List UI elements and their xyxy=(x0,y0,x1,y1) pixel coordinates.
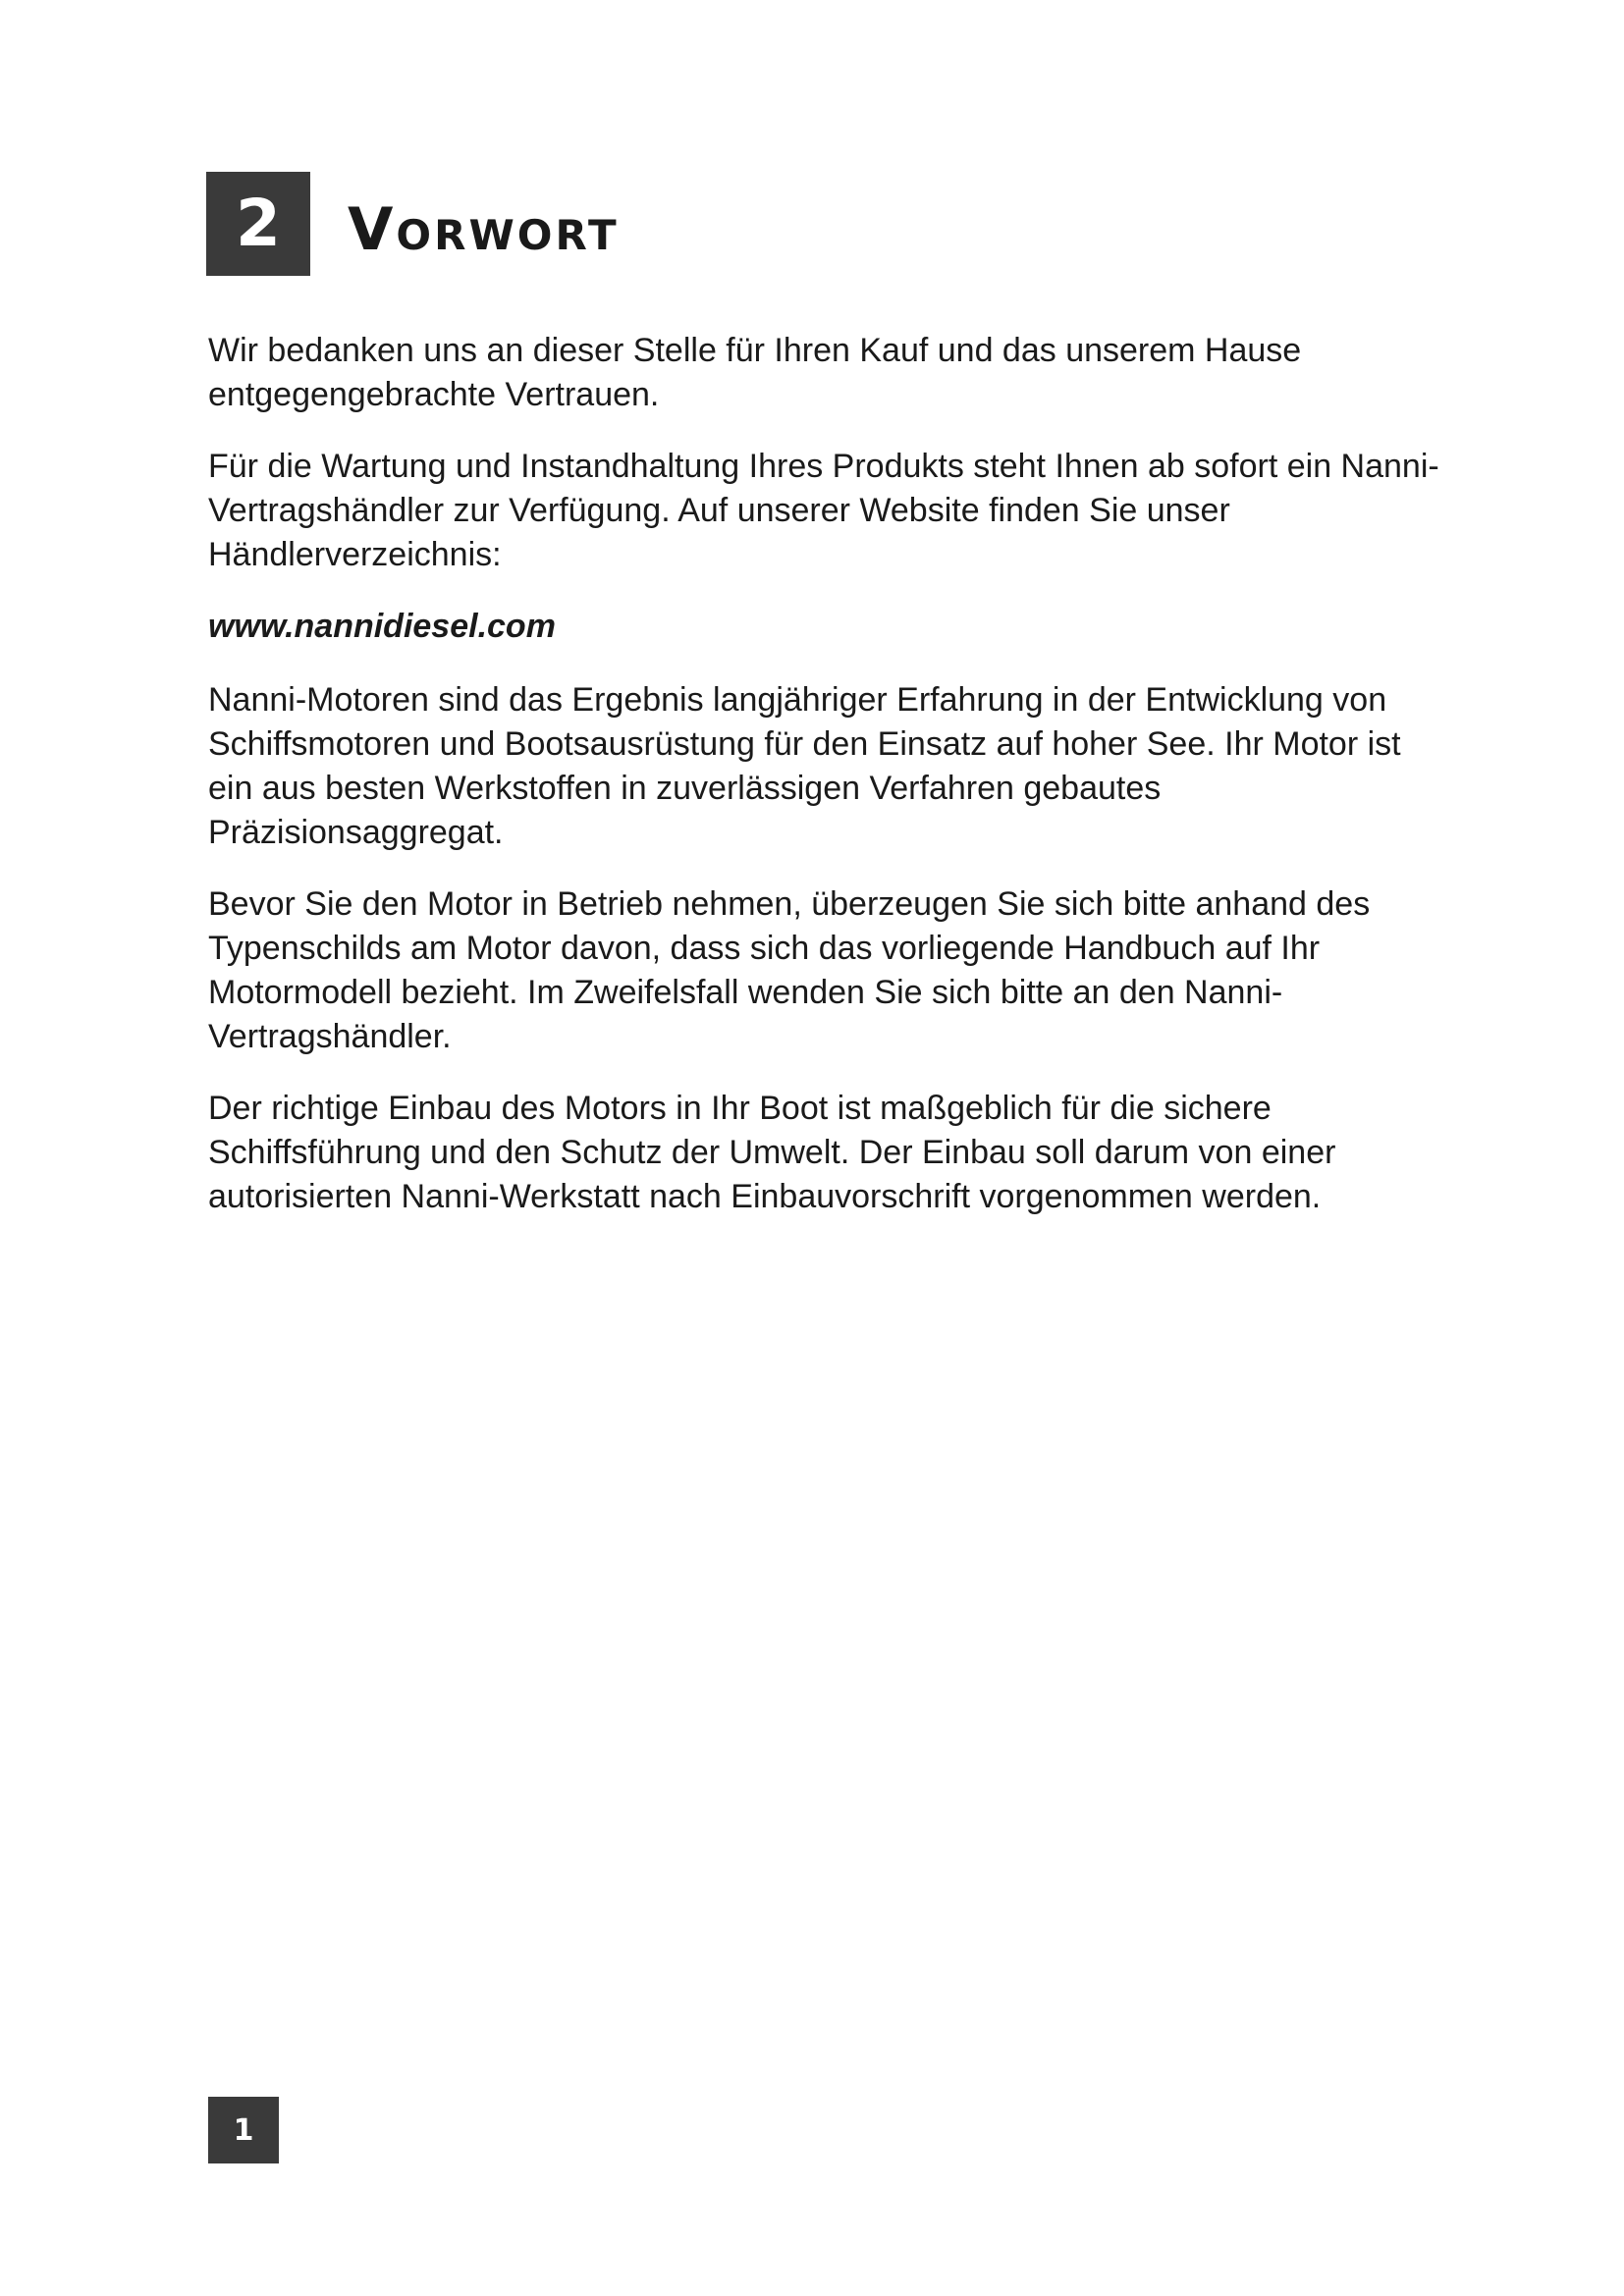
chapter-header xyxy=(206,172,620,276)
paragraph-thanks: Wir bedanken uns an dieser Stelle für Ihren Kauf und das unserem Hause entgegengebrachte Vertrauen. xyxy=(208,332,1302,413)
website-link[interactable]: www.nannidiesel.com xyxy=(208,608,556,645)
page-number-badge: 1 xyxy=(208,2097,279,2163)
chapter-title: Vorwort xyxy=(348,195,620,264)
paragraph-installation: Der richtige Einbau des Motors in Ihr Boot ist maßgeblich für die sichere Schiffsführung und den Schutz der Umwelt. Der Einbau soll darum von einer autorisierten Nanni-Werkstatt nach Einbauvorschrift vorgenommen werden. xyxy=(208,1090,1336,1215)
chapter-number-badge: 2 xyxy=(206,172,310,276)
paragraph-maintenance: Für die Wartung und Instandhaltung Ihres Produkts steht Ihnen ab sofort ein Nanni-Vertragshändler zur Verfügung. Auf unserer Website finden Sie unser Händlerverzeichnis: xyxy=(208,448,1439,573)
paragraph-experience: Nanni-Motoren sind das Ergebnis langjähriger Erfahrung in der Entwicklung von Schiffsmotoren und Bootsausrüstung für den Einsatz auf hoher See. Ihr Motor ist ein aus besten Werkstoffen in zuverlässigen Verfahren gebautes Präzisionsaggregat. xyxy=(208,681,1401,851)
body-text xyxy=(208,329,1445,1247)
paragraph-type-plate: Bevor Sie den Motor in Betrieb nehmen, überzeugen Sie sich bitte anhand des Typenschilds am Motor davon, dass sich das vorliegende Handbuch auf Ihr Motormodell bezieht. Im Zweifelsfall wenden Sie sich bitte an den Nanni-Vertragshändler. xyxy=(208,885,1371,1055)
